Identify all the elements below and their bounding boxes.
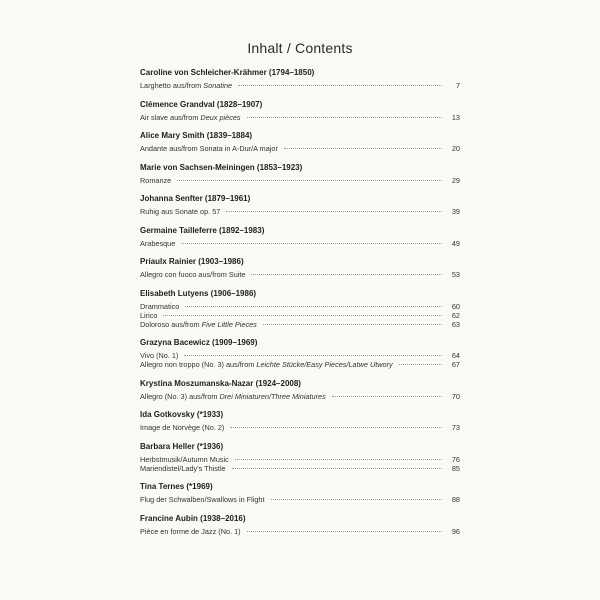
page-number: 96: [451, 526, 460, 536]
piece-title: Allegro non troppo (No. 3) aus/from Leichte Stücke/Easy Pieces/Latwe Utwory: [140, 360, 393, 369]
piece-title: Larghetto aus/from Sonatine: [140, 81, 233, 90]
piece-row: [140, 239, 460, 248]
piece-row: [140, 423, 460, 432]
piece-row: [140, 302, 460, 311]
piece-title: Lirico: [140, 310, 158, 320]
page-number: 7: [455, 81, 460, 90]
page-number: 85: [451, 463, 460, 473]
toc-entry: [140, 194, 460, 216]
page-number: 53: [451, 270, 460, 279]
toc-entry: [140, 226, 460, 248]
piece-row: [140, 455, 460, 464]
piece-row: [140, 495, 460, 504]
page-number: 88: [451, 495, 460, 504]
dot-leader: [163, 315, 442, 316]
composer-name: Priaulx Rainier (1903–1986): [140, 257, 244, 266]
page-number: 73: [451, 423, 460, 432]
dot-leader: [232, 468, 442, 469]
piece-title: Drammatico: [140, 301, 180, 311]
piece-row: [140, 464, 460, 473]
piece-title: Image de Norvège (No. 2): [140, 423, 225, 432]
piece-row: [140, 144, 460, 153]
toc-entry: [140, 379, 460, 401]
dot-leader: [247, 117, 442, 118]
dot-leader: [399, 364, 442, 365]
piece-title: Arabesque: [140, 238, 176, 248]
composer-name: Tina Ternes (*1969): [140, 482, 213, 491]
toc-entry: [140, 410, 460, 432]
piece-title: Flug der Schwalben/Swallows in Flight: [140, 495, 265, 504]
composer-name: Clémence Grandval (1828–1907): [140, 99, 263, 109]
dot-leader: [226, 211, 442, 212]
piece-title: Andante aus/from Sonata in A-Dur/A major: [140, 144, 278, 153]
toc-entry: [140, 100, 460, 122]
toc-entry: [140, 257, 460, 279]
piece-row: [140, 320, 460, 329]
piece-row: [140, 351, 460, 360]
piece-title: Allegro (No. 3) aus/from Drei Miniaturen/Three Miniatures: [140, 391, 326, 401]
page-number: 62: [451, 310, 460, 320]
composer-name: Elisabeth Lutyens (1906–1986): [140, 288, 257, 298]
toc-entry: [140, 338, 460, 369]
composer-name: Alice Mary Smith (1839–1884): [140, 131, 253, 140]
page-number: 63: [451, 319, 460, 329]
piece-row: [140, 207, 460, 216]
toc-entry: [140, 131, 460, 153]
page-number: 13: [451, 112, 460, 122]
dot-leader: [184, 355, 442, 356]
piece-row: [140, 360, 460, 369]
dot-leader: [230, 427, 442, 428]
dot-leader: [271, 499, 442, 500]
composer-name: Germaine Tailleferre (1892–1983): [140, 225, 265, 235]
composer-name: Ida Gotkovsky (*1933): [140, 410, 224, 419]
toc-entry: [140, 514, 460, 536]
composer-name: Grazyna Bacewicz (1909–1969): [140, 338, 258, 347]
page-number: 39: [451, 207, 460, 216]
piece-title: Romanze: [140, 175, 172, 185]
piece-title: Doloroso aus/from Five Little Pieces: [140, 319, 257, 329]
piece-row: [140, 81, 460, 90]
toc-entry: [140, 68, 460, 90]
composer-name: Krystina Moszumanska-Nazar (1924–2008): [140, 378, 301, 388]
toc-entry: [140, 482, 460, 504]
dot-leader: [332, 396, 442, 397]
dot-leader: [247, 531, 442, 532]
page-number: 29: [451, 175, 460, 185]
piece-row: [140, 392, 460, 401]
page-number: 67: [451, 360, 460, 369]
composer-name: Francine Aubin (1938–2016): [140, 513, 246, 523]
composer-name: Caroline von Schleicher-Krähmer (1794–1850): [140, 68, 315, 77]
dot-leader: [235, 459, 442, 460]
piece-row: [140, 176, 460, 185]
piece-title: Mariendistel/Lady's Thistle: [140, 463, 226, 473]
dot-leader: [284, 148, 442, 149]
piece-title: Ruhig aus Sonate op. 57: [140, 207, 221, 216]
toc-entry: [140, 289, 460, 329]
dot-leader: [177, 180, 442, 181]
page-number: 60: [451, 301, 460, 311]
dot-leader: [251, 274, 442, 275]
page-number: 76: [451, 454, 460, 464]
piece-title: Herbstmusik/Autumn Music: [140, 454, 229, 464]
piece-row: [140, 113, 460, 122]
page-number: 64: [451, 351, 460, 360]
dot-leader: [263, 324, 442, 325]
page-title: Inhalt / Contents: [247, 40, 353, 56]
composer-name: Johanna Senfter (1879–1961): [140, 194, 251, 203]
piece-title: Allegro con fuoco aus/from Suite: [140, 270, 246, 279]
piece-title: Air slave aus/from Deux pièces: [140, 112, 241, 122]
page-number: 20: [451, 144, 460, 153]
composer-name: Marie von Sachsen-Meiningen (1853–1923): [140, 162, 303, 172]
piece-title: Vivo (No. 1): [140, 351, 179, 360]
dot-leader: [238, 85, 442, 86]
piece-row: [140, 270, 460, 279]
piece-title: Pièce en forme de Jazz (No. 1): [140, 526, 241, 536]
page-number: 49: [451, 238, 460, 248]
dot-leader: [181, 243, 442, 244]
toc-entry: [140, 442, 460, 473]
page-number: 70: [451, 391, 460, 401]
dot-leader: [185, 306, 442, 307]
composer-name: Barbara Heller (*1936): [140, 441, 224, 451]
toc-entry: [140, 163, 460, 185]
table-of-contents: [140, 68, 460, 545]
piece-row: [140, 311, 460, 320]
piece-row: [140, 527, 460, 536]
